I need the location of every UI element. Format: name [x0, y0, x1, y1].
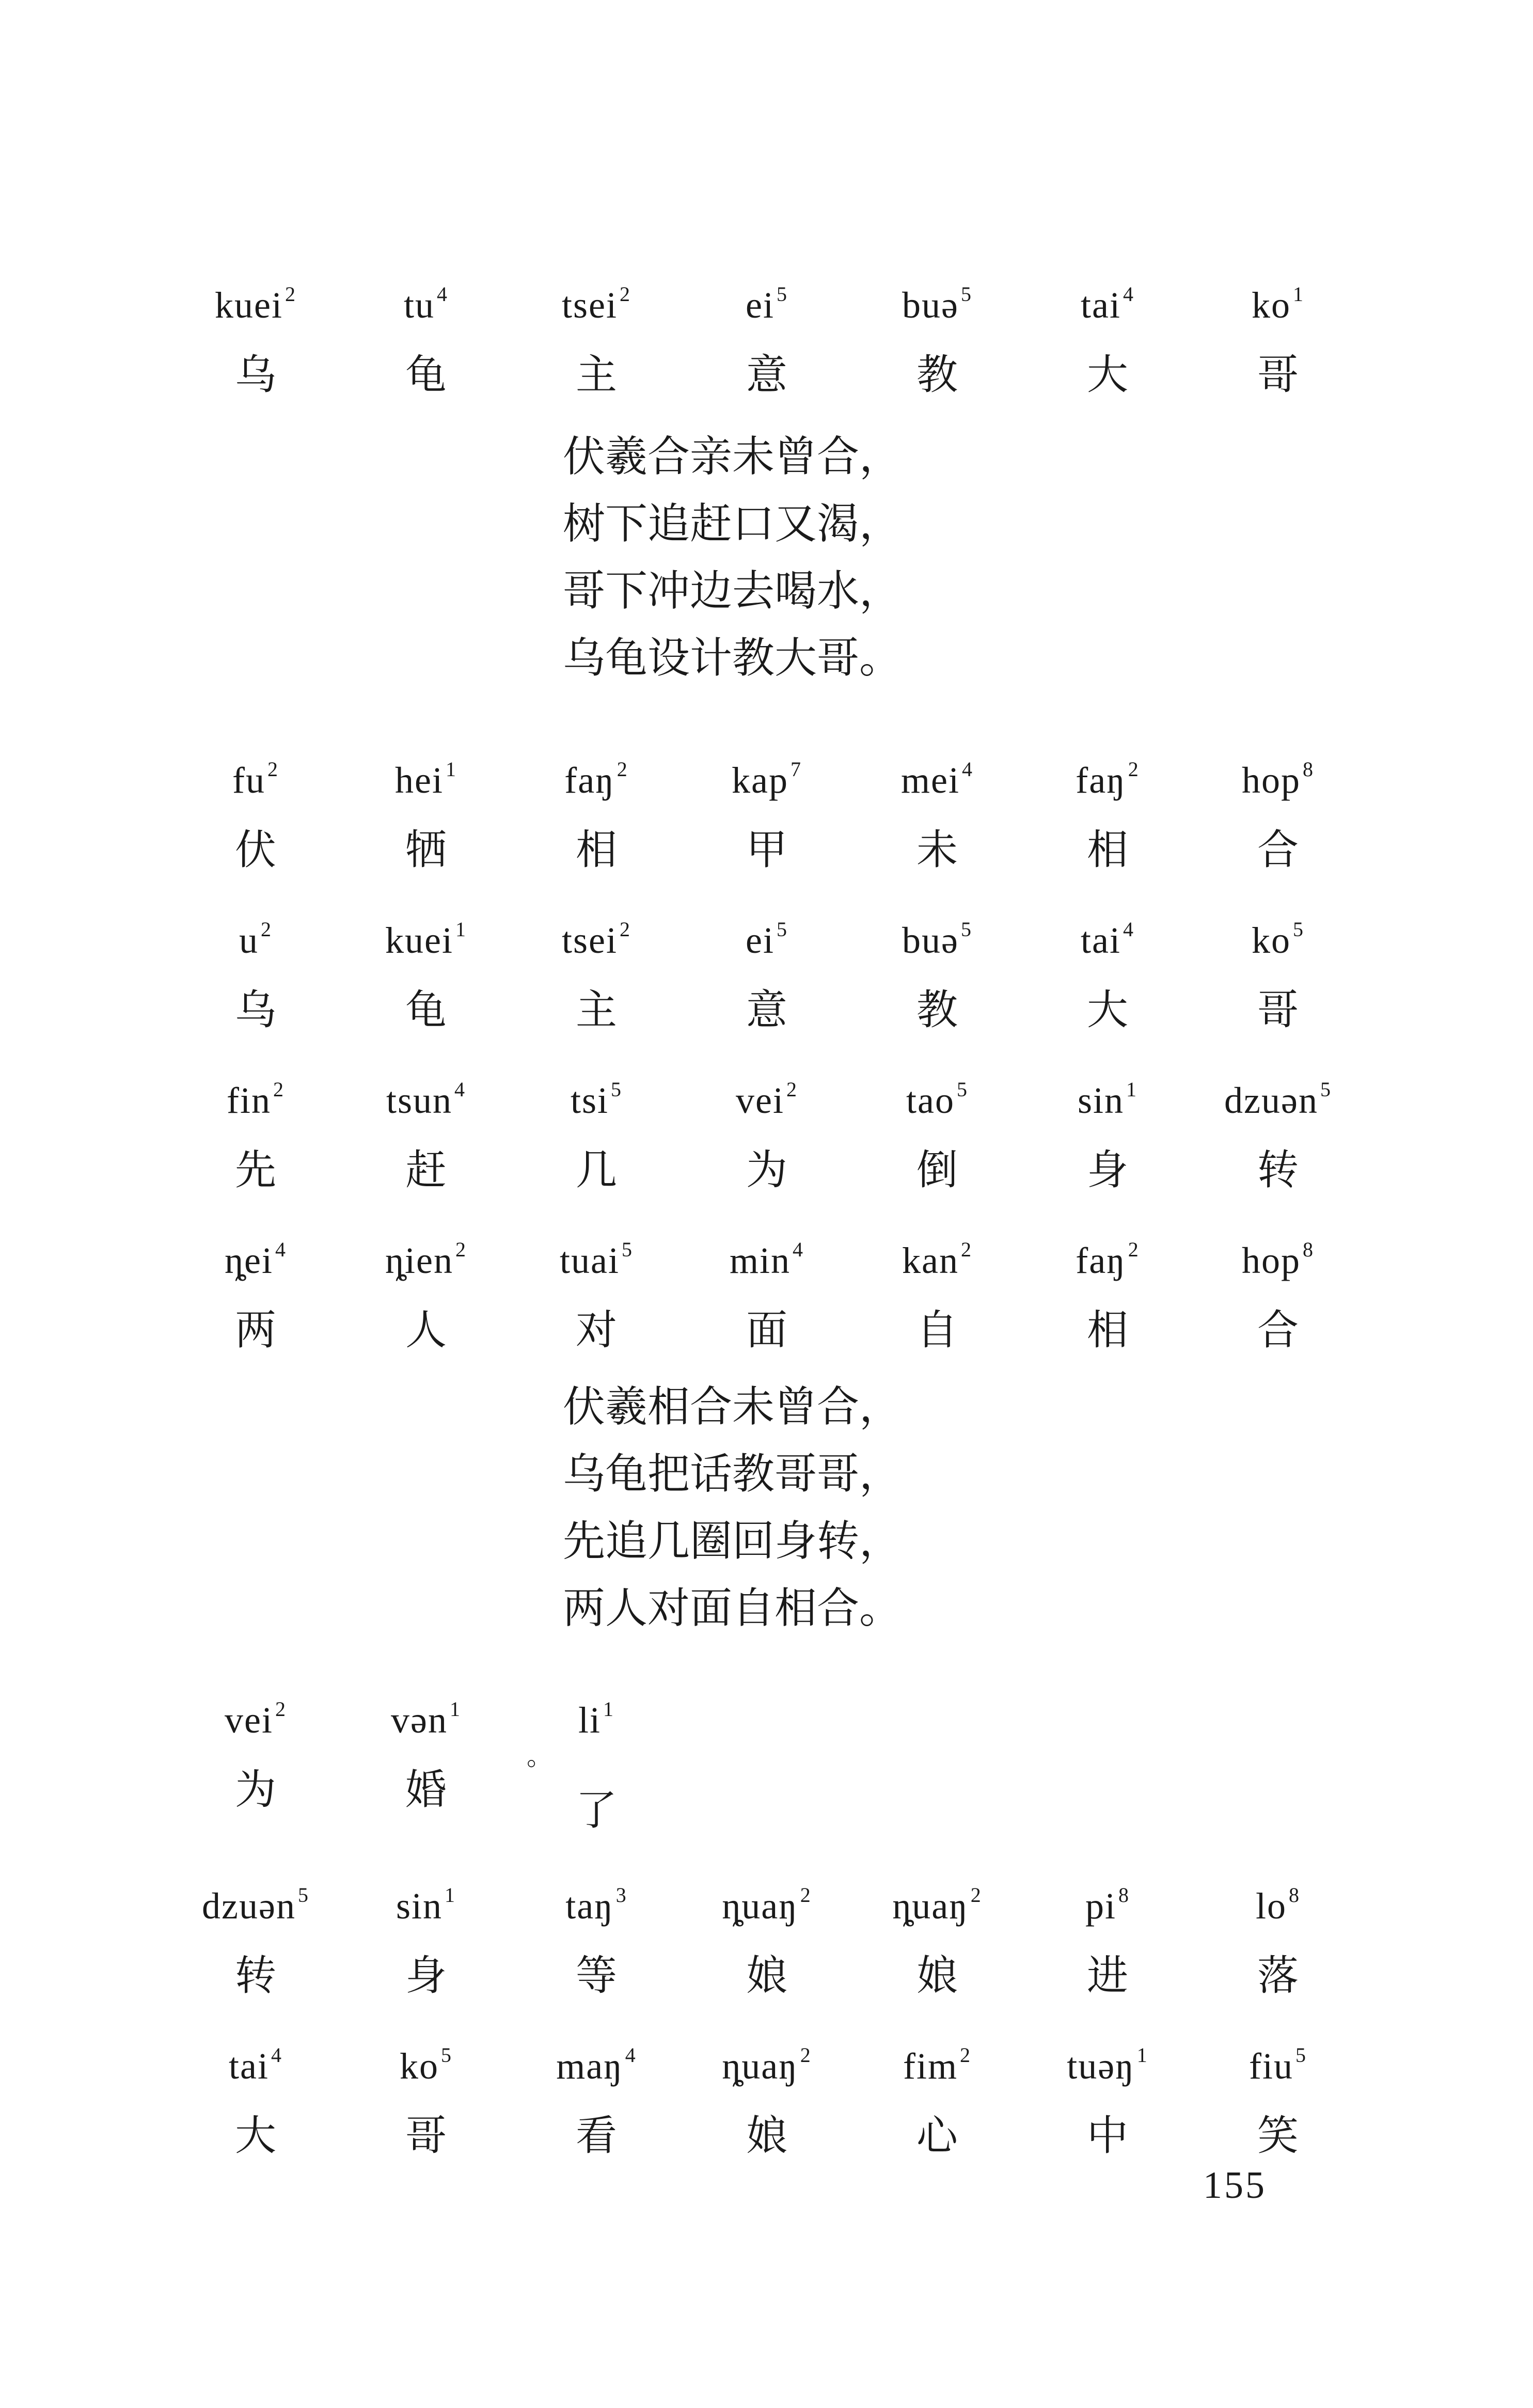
tone-number: 1 — [1293, 282, 1304, 306]
romanization-syllable: tsei — [562, 920, 618, 961]
gloss-cell — [341, 904, 511, 1038]
tone-number: 5 — [956, 1078, 968, 1101]
romanization — [1193, 1869, 1363, 1932]
gloss-cell — [852, 904, 1022, 1038]
romanization-syllable: tsi — [570, 1080, 609, 1121]
romanization-syllable: pi — [1085, 1885, 1116, 1927]
tone-number: 1 — [455, 918, 467, 941]
romanization-syllable: fim — [903, 2045, 958, 2087]
hanzi-gloss: 教 — [916, 351, 958, 399]
romanization-syllable: ȵuaŋ — [722, 2045, 798, 2087]
hanzi-gloss: 合 — [1257, 1306, 1299, 1354]
romanization-syllable: ei — [746, 920, 775, 961]
gloss-cell — [341, 1064, 511, 1199]
hanzi-gloss: 相 — [576, 826, 617, 874]
romanization — [1193, 269, 1363, 331]
gloss-cell — [1193, 744, 1363, 878]
romanization-syllable: tsei — [562, 285, 618, 326]
romanization-syllable: vən — [391, 1699, 448, 1741]
romanization-syllable: maŋ — [556, 2045, 623, 2087]
tone-number: 2 — [261, 918, 272, 941]
verse-line: 伏羲合亲未曾合， — [563, 432, 902, 481]
romanization — [852, 2029, 1022, 2092]
tone-number: 2 — [267, 758, 279, 781]
tone-number: 4 — [437, 282, 448, 306]
tone-number: 2 — [273, 1078, 285, 1101]
gloss-cell — [1022, 1064, 1193, 1199]
romanization-syllable: dzuən — [202, 1885, 296, 1927]
romanization — [170, 269, 341, 331]
romanization — [341, 744, 511, 806]
hanzi-gloss: 了 — [576, 1786, 617, 1834]
romanization-syllable: ȵuaŋ — [722, 1885, 798, 1927]
romanization-syllable: ȵien — [385, 1240, 453, 1281]
romanization-syllable: dzuən — [1224, 1080, 1318, 1121]
romanization-syllable: kuei — [385, 920, 453, 961]
tone-number: 5 — [1295, 2043, 1307, 2067]
gloss-cell — [1022, 1224, 1193, 1359]
romanization — [170, 744, 341, 806]
hanzi-gloss: 进 — [1087, 1951, 1128, 2000]
romanization — [682, 1224, 852, 1286]
hanzi-gloss: 看 — [576, 2112, 617, 2160]
hanzi-gloss: 心 — [916, 2112, 958, 2160]
romanization — [852, 904, 1022, 966]
gloss-cell — [1022, 2029, 1193, 2164]
tone-number: 4 — [793, 1238, 804, 1261]
hanzi-gloss: 落 — [1257, 1951, 1299, 2000]
gloss-cell — [1193, 1064, 1363, 1199]
romanization — [852, 1869, 1022, 1932]
hanzi-gloss: 教 — [916, 986, 958, 1034]
tone-number: 3 — [615, 1883, 627, 1907]
hanzi-gloss: 大 — [235, 2112, 276, 2160]
romanization-syllable: tao — [906, 1080, 955, 1121]
gloss-cell — [341, 744, 511, 878]
hanzi-gloss: 等 — [576, 1951, 617, 2000]
romanization — [170, 1869, 341, 1932]
romanization-syllable: ko — [1252, 920, 1291, 961]
romanization — [170, 904, 341, 966]
gloss-row — [170, 1064, 1358, 1219]
hanzi-gloss: 身 — [1087, 1146, 1128, 1194]
romanization-syllable: tai — [1081, 920, 1121, 961]
gloss-cell — [511, 904, 682, 1038]
tone-number: 2 — [455, 1238, 467, 1261]
hanzi-gloss: 龟 — [405, 351, 447, 399]
tone-number: 2 — [285, 282, 296, 306]
romanization-syllable: fu — [232, 760, 265, 801]
romanization — [170, 2029, 341, 2092]
hanzi-gloss: 两 — [235, 1306, 276, 1354]
gloss-cell — [852, 2029, 1022, 2164]
gloss-cell — [341, 1869, 511, 2004]
romanization — [1022, 1869, 1193, 1932]
gloss-row — [170, 2029, 1358, 2184]
hanzi-gloss: 龟 — [405, 986, 447, 1034]
romanization-syllable: buə — [902, 920, 959, 961]
hanzi-gloss: 婚 — [405, 1766, 447, 1814]
gloss-cell — [511, 1224, 682, 1359]
page-number: 155 — [1203, 2164, 1267, 2207]
romanization — [1193, 1224, 1363, 1286]
romanization-syllable: buə — [902, 285, 959, 326]
gloss-cell — [1022, 269, 1193, 403]
romanization-syllable: tai — [229, 2045, 269, 2087]
romanization — [682, 744, 852, 806]
romanization-syllable: tai — [1081, 285, 1121, 326]
romanization — [511, 1064, 682, 1126]
gloss-cell — [1022, 744, 1193, 878]
gloss-cell — [170, 2029, 341, 2164]
romanization-syllable: ȵei — [225, 1240, 273, 1281]
tone-number: 5 — [1320, 1078, 1332, 1101]
romanization-syllable: min — [729, 1240, 791, 1281]
romanization-syllable: hop — [1242, 1240, 1301, 1281]
gloss-cell — [170, 1224, 341, 1359]
tone-number: 4 — [454, 1078, 466, 1101]
tone-number: 4 — [961, 758, 973, 781]
hanzi-gloss: 自 — [916, 1306, 958, 1354]
gloss-cell — [170, 269, 341, 403]
hanzi-gloss: 乌 — [235, 986, 276, 1034]
romanization — [170, 1683, 341, 1746]
hanzi-gloss: 哥 — [1257, 351, 1299, 399]
romanization — [682, 269, 852, 331]
hanzi-gloss: 甲 — [746, 826, 787, 874]
verse-stanza — [563, 423, 1028, 692]
romanization — [852, 1224, 1022, 1286]
tone-number: 1 — [445, 758, 457, 781]
romanization — [341, 1224, 511, 1286]
romanization-syllable: kuei — [215, 285, 283, 326]
verse-line: 乌龟把话教哥哥， — [563, 1450, 902, 1499]
romanization-syllable: hei — [395, 760, 444, 801]
gloss-cell — [1193, 1869, 1363, 2004]
romanization — [341, 2029, 511, 2092]
verse-line: 先追几圈回身转， — [563, 1517, 902, 1566]
tone-number: 5 — [960, 282, 972, 306]
hanzi-gloss: 乌 — [235, 351, 276, 399]
hanzi-gloss: 哥 — [1257, 986, 1299, 1034]
romanization-syllable: tsun — [386, 1080, 453, 1121]
romanization — [1022, 744, 1193, 806]
hanzi-gloss: 笑 — [1257, 2112, 1299, 2160]
hanzi-gloss: 主 — [576, 986, 617, 1034]
tone-number: 1 — [449, 1697, 461, 1721]
hanzi-gloss: 转 — [1257, 1146, 1299, 1194]
tone-number: 2 — [1128, 1238, 1140, 1261]
romanization — [170, 1224, 341, 1286]
romanization-syllable: fin — [227, 1080, 271, 1121]
verse-line: 哥下冲边去喝水， — [563, 566, 902, 616]
romanization — [341, 1683, 511, 1746]
gloss-cell — [341, 269, 511, 403]
hanzi-gloss: 主 — [576, 351, 617, 399]
tone-number: 5 — [297, 1883, 309, 1907]
romanization-syllable: ko — [1252, 285, 1291, 326]
hanzi-gloss: 大 — [1087, 986, 1128, 1034]
gloss-cell — [682, 1224, 852, 1359]
gloss-row — [170, 1869, 1358, 2024]
tone-number: 2 — [617, 758, 628, 781]
romanization-syllable: u — [239, 920, 259, 961]
gloss-cell — [682, 744, 852, 878]
hanzi-gloss: 为 — [235, 1766, 276, 1814]
romanization — [341, 1064, 511, 1126]
tone-number: 4 — [1123, 918, 1134, 941]
hanzi-gloss: 伏 — [235, 826, 276, 874]
romanization — [170, 1064, 341, 1126]
tone-number: 7 — [790, 758, 802, 781]
gloss-cell — [852, 1224, 1022, 1359]
tone-number: 5 — [776, 282, 788, 306]
gloss-cell — [682, 1064, 852, 1199]
hanzi-gloss: 身 — [405, 1951, 447, 2000]
hanzi-gloss: 先 — [235, 1146, 276, 1194]
romanization — [682, 1064, 852, 1126]
romanization — [511, 1683, 682, 1746]
gloss-cell — [170, 1064, 341, 1199]
romanization — [1022, 2029, 1193, 2092]
tone-number: 1 — [445, 1883, 456, 1907]
hanzi-gloss: 未 — [916, 826, 958, 874]
romanization — [852, 269, 1022, 331]
romanization-syllable: faŋ — [1076, 760, 1126, 801]
romanization-syllable: taŋ — [565, 1885, 614, 1927]
romanization — [1193, 1064, 1363, 1126]
romanization — [341, 269, 511, 331]
romanization — [341, 904, 511, 966]
gloss-cell — [511, 744, 682, 878]
punctuation-mark: 。 — [527, 1742, 552, 1771]
hanzi-gloss: 对 — [576, 1306, 617, 1354]
tone-number: 5 — [441, 2043, 452, 2067]
tone-number: 1 — [1136, 2043, 1148, 2067]
romanization — [1193, 2029, 1363, 2092]
romanization-syllable: vei — [225, 1699, 273, 1741]
romanization — [1022, 904, 1193, 966]
romanization — [1193, 744, 1363, 806]
gloss-cell — [511, 1869, 682, 2004]
tone-number: 2 — [970, 1883, 982, 1907]
romanization — [852, 1064, 1022, 1126]
tone-number: 5 — [1293, 918, 1304, 941]
tone-number: 1 — [603, 1697, 614, 1721]
tone-number: 2 — [800, 2043, 812, 2067]
gloss-cell — [341, 2029, 511, 2164]
romanization-syllable: faŋ — [564, 760, 615, 801]
gloss-row — [170, 904, 1358, 1059]
romanization — [852, 744, 1022, 806]
gloss-cell — [852, 1064, 1022, 1199]
tone-number: 5 — [611, 1078, 623, 1101]
gloss-cell — [682, 2029, 852, 2164]
hanzi-gloss: 转 — [235, 1951, 276, 2000]
hanzi-gloss: 娘 — [916, 1951, 958, 2000]
romanization — [511, 904, 682, 966]
hanzi-gloss: 意 — [746, 351, 787, 399]
romanization — [511, 269, 682, 331]
hanzi-gloss: 大 — [1087, 351, 1128, 399]
hanzi-gloss: 为 — [746, 1146, 787, 1194]
romanization-syllable: ei — [746, 285, 775, 326]
gloss-cell — [170, 1683, 341, 1818]
romanization-syllable: ȵuaŋ — [892, 1885, 969, 1927]
gloss-cell — [1193, 904, 1363, 1038]
gloss-cell — [511, 1683, 682, 1839]
verse-line: 两人对面自相合。 — [563, 1584, 902, 1633]
hanzi-gloss: 倒 — [916, 1146, 958, 1194]
gloss-cell — [511, 269, 682, 403]
tone-number: 5 — [776, 918, 788, 941]
romanization-syllable: lo — [1255, 1885, 1287, 1927]
tone-number: 2 — [959, 2043, 971, 2067]
tone-number: 8 — [1118, 1883, 1130, 1907]
romanization-syllable: sin — [1077, 1080, 1125, 1121]
gloss-cell — [170, 744, 341, 878]
gloss-cell — [170, 1869, 341, 2004]
tone-number: 2 — [619, 918, 631, 941]
gloss-cell — [511, 1064, 682, 1199]
tone-number: 4 — [271, 2043, 282, 2067]
gloss-cell — [682, 904, 852, 1038]
tone-number: 5 — [621, 1238, 633, 1261]
romanization — [511, 744, 682, 806]
gloss-row — [170, 1224, 1358, 1379]
tone-number: 2 — [800, 1883, 812, 1907]
romanization — [682, 2029, 852, 2092]
romanization — [341, 1869, 511, 1932]
tone-number: 8 — [1303, 1238, 1314, 1261]
gloss-row — [170, 269, 1358, 423]
romanization-syllable: ko — [400, 2045, 439, 2087]
tone-number: 2 — [786, 1078, 798, 1101]
romanization — [1022, 269, 1193, 331]
hanzi-gloss: 几 — [576, 1146, 617, 1194]
gloss-cell — [1193, 2029, 1363, 2164]
gloss-cell — [852, 269, 1022, 403]
romanization — [1193, 904, 1363, 966]
tone-number: 2 — [619, 282, 631, 306]
tone-number: 4 — [1123, 282, 1134, 306]
romanization — [682, 904, 852, 966]
tone-number: 4 — [625, 2043, 637, 2067]
romanization-syllable: li — [578, 1699, 601, 1741]
hanzi-gloss: 合 — [1257, 826, 1299, 874]
hanzi-gloss: 娘 — [746, 2112, 787, 2160]
gloss-cell — [341, 1683, 511, 1818]
gloss-cell — [1022, 904, 1193, 1038]
hanzi-gloss: 相 — [1087, 826, 1128, 874]
romanization — [1022, 1224, 1193, 1286]
gloss-cell — [682, 1869, 852, 2004]
hanzi-gloss: 娘 — [746, 1951, 787, 2000]
hanzi-gloss: 面 — [746, 1306, 787, 1354]
romanization — [511, 1869, 682, 1932]
gloss-cell — [341, 1224, 511, 1359]
tone-number: 1 — [1126, 1078, 1138, 1101]
gloss-cell — [1193, 269, 1363, 403]
romanization-syllable: tuəŋ — [1067, 2045, 1135, 2087]
romanization — [682, 1869, 852, 1932]
gloss-row — [170, 744, 1358, 899]
romanization — [511, 1224, 682, 1286]
verse-stanza — [563, 1374, 1028, 1642]
tone-number: 8 — [1303, 758, 1314, 781]
hanzi-gloss: 意 — [746, 986, 787, 1034]
romanization-syllable: fiu — [1249, 2045, 1293, 2087]
hanzi-gloss: 哥 — [405, 2112, 447, 2160]
romanization-syllable: sin — [396, 1885, 443, 1927]
hanzi-gloss: 相 — [1087, 1306, 1128, 1354]
hanzi-gloss: 牺 — [405, 826, 447, 874]
gloss-row — [170, 1683, 1358, 1838]
verse-line: 树下追赶口又渴， — [563, 499, 902, 548]
verse-line: 伏羲相合未曾合， — [563, 1382, 902, 1431]
verse-line: 乌龟设计教大哥。 — [563, 634, 902, 683]
gloss-cell — [1193, 1224, 1363, 1359]
romanization — [1022, 1064, 1193, 1126]
romanization-syllable: mei — [901, 760, 960, 801]
romanization-syllable: kan — [902, 1240, 959, 1281]
gloss-cell — [170, 904, 341, 1038]
gloss-cell — [852, 744, 1022, 878]
romanization-syllable: vei — [736, 1080, 784, 1121]
hanzi-gloss: 赶 — [405, 1146, 447, 1194]
tone-number: 2 — [960, 1238, 972, 1261]
tone-number: 5 — [960, 918, 972, 941]
romanization-syllable: tu — [403, 285, 435, 326]
romanization — [511, 2029, 682, 2092]
tone-number: 2 — [1128, 758, 1140, 781]
tone-number: 8 — [1289, 1883, 1300, 1907]
tone-number: 2 — [275, 1697, 287, 1721]
romanization-syllable: kap — [732, 760, 788, 801]
tone-number: 4 — [275, 1238, 287, 1261]
hanzi-gloss: 人 — [405, 1306, 447, 1354]
romanization-syllable: tuai — [560, 1240, 620, 1281]
hanzi-gloss: 中 — [1087, 2112, 1128, 2160]
gloss-cell — [1022, 1869, 1193, 2004]
gloss-cell — [511, 2029, 682, 2164]
gloss-cell — [682, 269, 852, 403]
gloss-cell — [852, 1869, 1022, 2004]
romanization-syllable: hop — [1242, 760, 1301, 801]
romanization-syllable: faŋ — [1076, 1240, 1126, 1281]
